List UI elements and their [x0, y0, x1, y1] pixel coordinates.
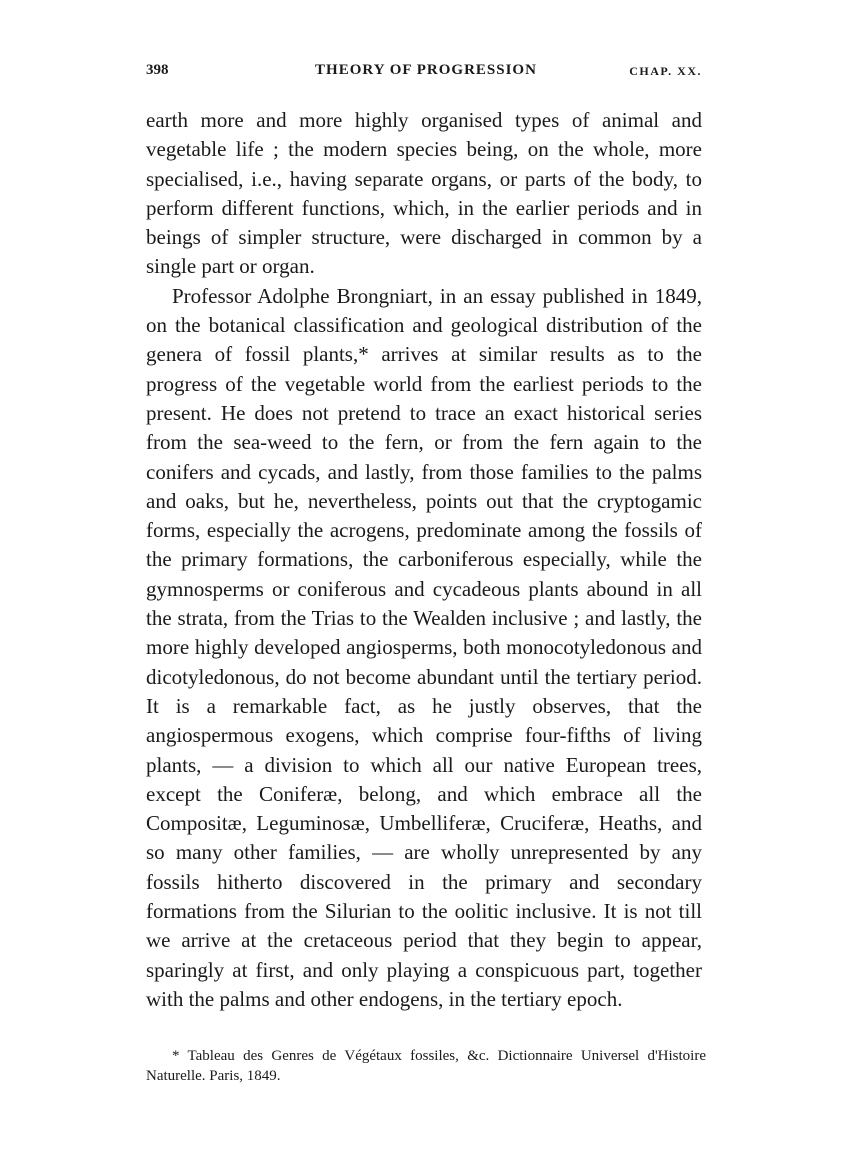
- paragraph-2: Professor Adolphe Brongniart, in an essay published in 1849, on the botanical classification and geological distribution of the genera of fossil plants,* arrives at similar results as to the progress of the vegetable world from the earliest periods to the present. He does not pretend to trace an exact historical series from the sea-weed to the fern, or from the fern again to the conifers and cycads, and lastly, from those families to the palms and oaks, but he, nevertheless, points out that the cryptogamic forms, especially the acrogens, predominate among the fossils of the primary formations, the carboniferous especially, while the gymnosperms or coniferous and cycadeous plants abound in all the strata, from the Trias to the Wealden inclusive ; and lastly, the more highly developed angiosperms, both monocotyledonous and dicotyledonous, do not become abundant until the tertiary period. It is a remarkable fact, as he justly observes, that the angiospermous exogens, which comprise four-fifths of living plants, — a division to which all our native European trees, except the Coniferæ, belong, and which embrace all the Compositæ, Leguminosæ, Umbelliferæ, Cruciferæ, Heaths, and so many other families, — are wholly unrepresented by any fossils hitherto discovered in the primary and secondary formations from the Silurian to the oolitic inclusive. It is not till we arrive at the cretaceous period that they begin to appear, sparingly at first, and only playing a conspicuous part, together with the palms and other endogens, in the tertiary epoch.: [146, 283, 702, 1011]
- footnote: [146, 1046, 706, 1086]
- body-text: [146, 106, 702, 1014]
- chapter-label: CHAP. XX.: [629, 64, 702, 78]
- page-number: 398: [146, 62, 169, 78]
- footnote-text: * Tableau des Genres de Végétaux fossiles, &c. Dictionnaire Universel d'Histoire Naturelle. Paris, 1849.: [146, 1048, 706, 1084]
- paragraph-1: earth more and more highly organised types of animal and vegetable life ; the modern species being, on the whole, more specialised, i.e., having separate organs, or parts of the body, to perform different functions, which, in the earlier periods and in beings of simpler structure, were discharged in common by a single part or organ.: [146, 108, 702, 279]
- running-title: THEORY OF PROGRESSION: [315, 62, 537, 78]
- page-header: [146, 62, 706, 84]
